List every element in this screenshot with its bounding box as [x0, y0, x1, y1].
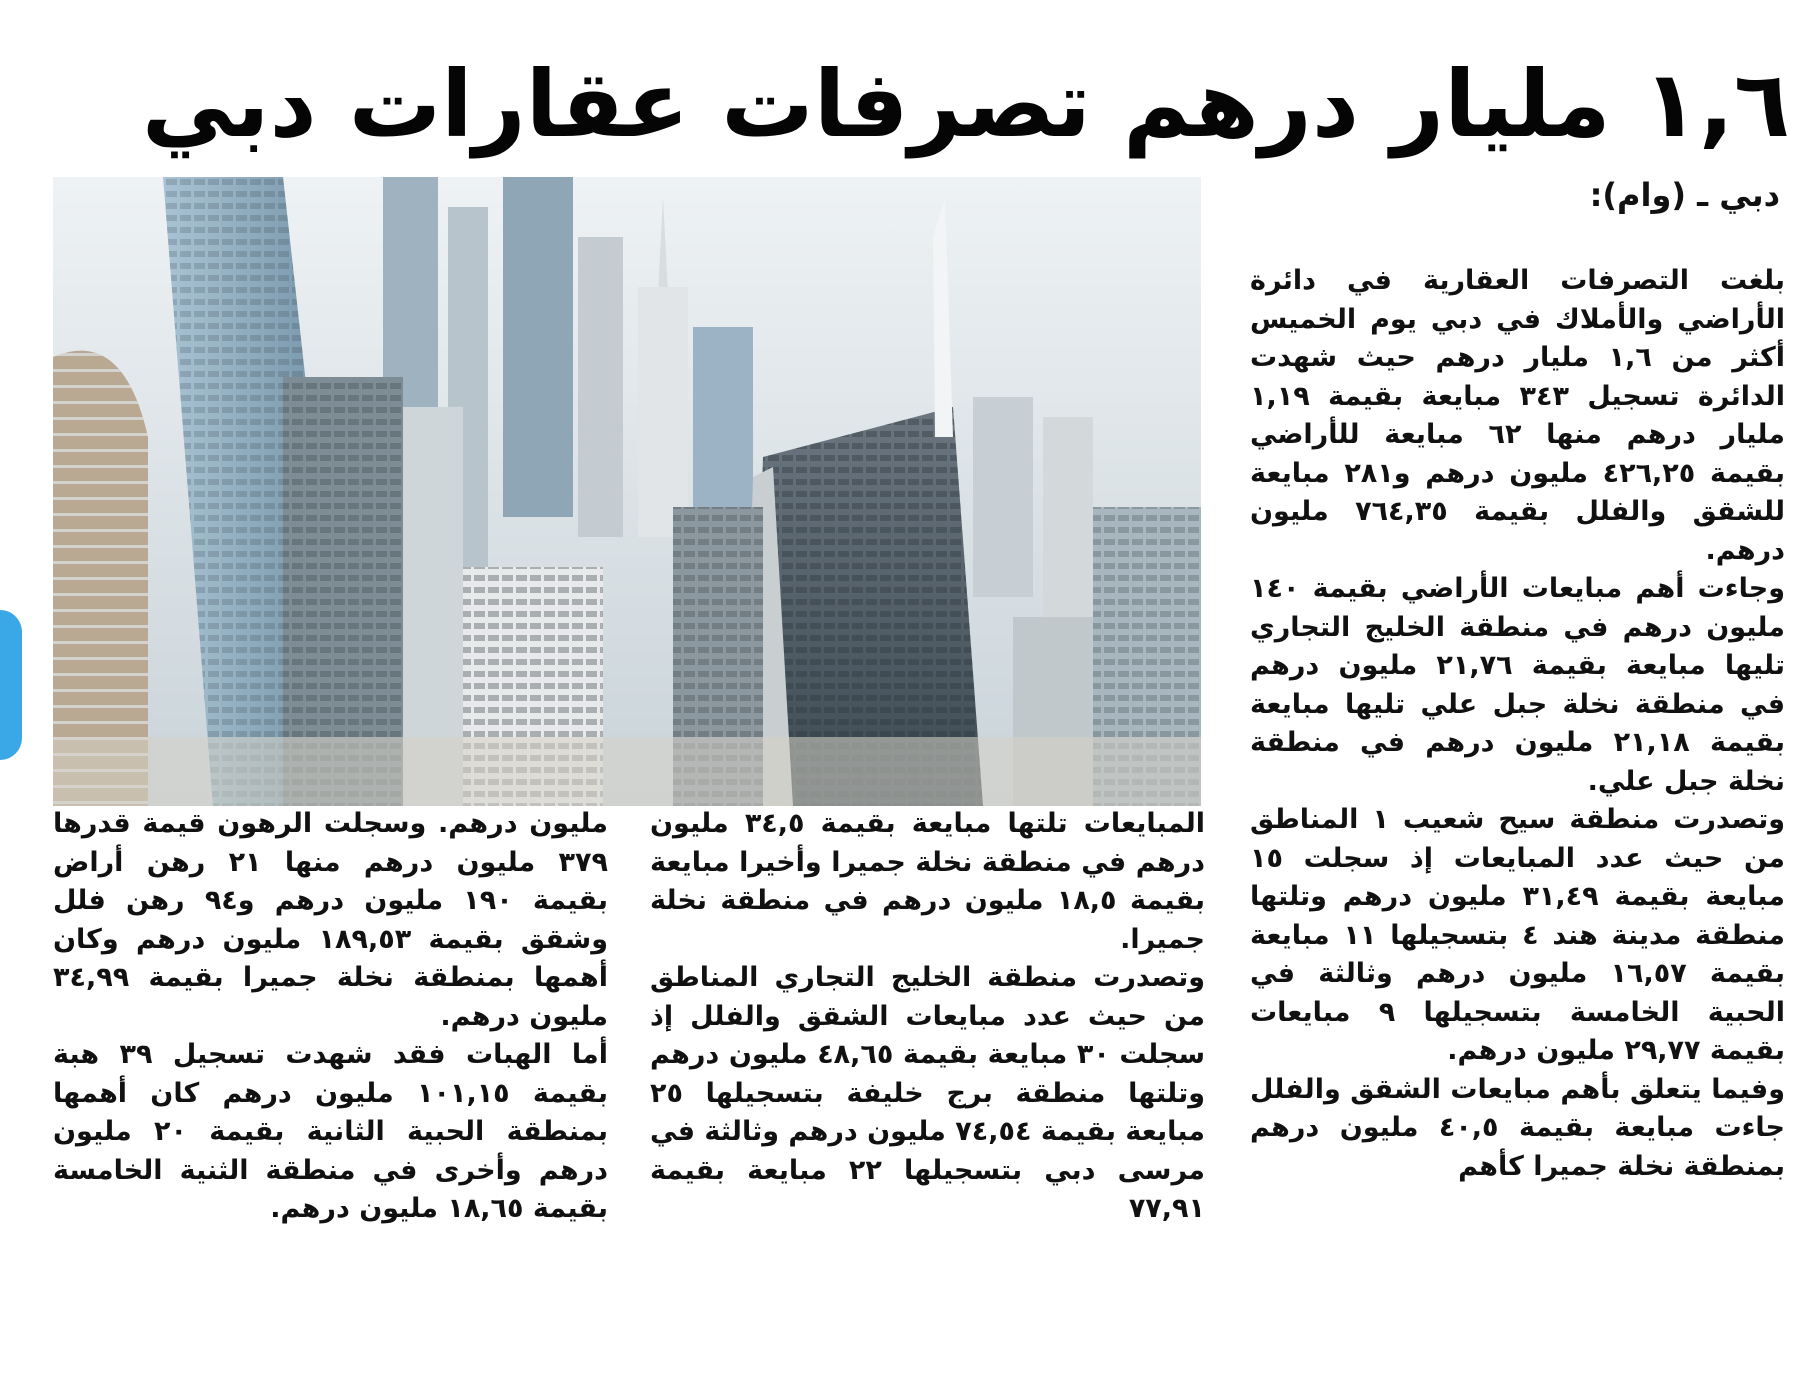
ground-haze [53, 737, 1201, 806]
skyline-photo [53, 177, 1201, 806]
skyline-illustration [53, 177, 1201, 806]
distant-tower [1043, 417, 1093, 637]
dateline: دبي ـ (وام): [1589, 176, 1780, 214]
paragraph: وتصدرت منطقة الخليج التجاري المناطق من حيث عدد مبايعات الشقق والفلل إذ سجلت ٣٠ مبايعة بقيمة ٤٨,٦٥ مليون درهم وتلتها منطقة برج خليفة بتسجيلها ٢٥ مبايعة بقيمة ٧٤,٥٤ مليون درهم وثالثة في مرسى دبي بتسجيلها ٢٢ مبايعة بقيمة ٧٧,٩١ [650, 962, 1205, 1224]
paragraph: وتصدرت منطقة سيح شعيب ١ المناطق من حيث عدد المبايعات إذ سجلت ١٥ مبايعة بقيمة ٣١,٤٩ مليون درهم وتلتها منطقة مدينة هند ٤ بتسجيلها ١١ مبايعة بقيمة ١٦,٥٧ مليون درهم وثالثة في الحبية الخامسة بتسجيلها ٩ مبايعات بقيمة ٢٩,٧٧ مليون درهم. [1250, 804, 1785, 1066]
distant-tower [973, 397, 1033, 597]
distant-tower [578, 237, 623, 537]
article-column-right [1250, 262, 1785, 1372]
headline: ١,٦ مليار درهم تصرفات عقارات دبي [141, 51, 1790, 158]
paragraph: بلغت التصرفات العقارية في دائرة الأراضي والأملاك في دبي يوم الخميس أكثر من ١,٦ مليار درهم حيث شهدت الدائرة تسجيل ٣٤٣ مبايعة بقيمة ١,١٩ مليار درهم منها ٦٢ مبايعة للأراضي بقيمة ٤٢٦,٢٥ مليون درهم و٢٨١ مبايعة للشقق والفلل بقيمة ٧٦٤,٣٥ مليون درهم. [1250, 265, 1785, 566]
distant-tower [638, 287, 688, 537]
paragraph: المبايعات تلتها مبايعة بقيمة ٣٤,٥ مليون درهم في منطقة نخلة جميرا وأخيرا مبايعة بقيمة ١٨,٥ مليون درهم في منطقة نخلة جميرا. [650, 808, 1205, 955]
paragraph: أما الهبات فقد شهدت تسجيل ٣٩ هبة بقيمة ١٠١,١٥ مليون درهم كان أهمها بمنطقة الحبية الثانية بقيمة ٢٠ مليون درهم وأخرى في منطقة الثنية الخامسة بقيمة ١٨,٦٥ مليون درهم. [53, 1039, 608, 1224]
paragraph: وجاءت أهم مبايعات الأراضي بقيمة ١٤٠ مليون درهم في منطقة الخليج التجاري تليها مبايعة بقيمة ٢١,٧٦ مليون درهم في منطقة نخلة جبل علي تليها مبايعة بقيمة ٢١,١٨ مليون درهم في منطقة نخلة جبل علي. [1250, 573, 1785, 797]
article-column-middle [650, 805, 1205, 1370]
edge-accent-mark [0, 610, 22, 760]
paragraph: مليون درهم. وسجلت الرهون قيمة قدرها ٣٧٩ مليون درهم منها ٢١ رهن أراض بقيمة ١٩٠ مليون درهم و٩٤ رهن فلل وشقق بقيمة ١٨٩,٥٣ مليون درهم وكان أهمها بمنطقة نخلة جميرا بقيمة ٣٤,٩٩ مليون درهم. [53, 808, 608, 1032]
article-column-left [53, 805, 608, 1370]
paragraph: وفيما يتعلق بأهم مبايعات الشقق والفلل جاءت مبايعة بقيمة ٤٠,٥ مليون درهم بمنطقة نخلة جميرا كأهم [1250, 1073, 1785, 1182]
distant-tower [503, 177, 573, 517]
